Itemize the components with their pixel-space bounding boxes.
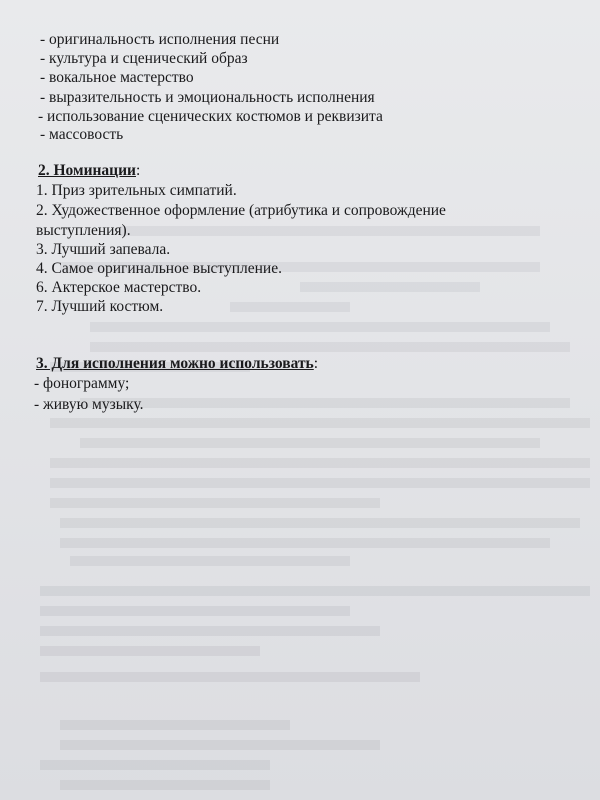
nomination-item: 1. Приз зрительных симпатий. [36,182,237,199]
nomination-item: 2. Художественное оформление (атрибутика и сопровождение [36,202,446,219]
usage-item: - фонограмму; [34,375,130,392]
criteria-item: - вокальное мастерство [40,69,194,86]
nominations-heading-line [38,161,140,180]
nomination-item: 7. Лучший костюм. [36,298,164,315]
criteria-item: - выразительность и эмоциональность исполнения [40,89,375,106]
nomination-item: 3. Лучший запевала. [36,241,171,258]
criteria-item: - культура и сценический образ [40,50,248,67]
usage-item: - живую музыку. [34,396,144,413]
heading-colon: : [135,162,141,179]
nominations-heading: 2. Номинации [38,162,136,179]
nomination-item: 4. Самое оригинальное выступление. [36,260,282,277]
criteria-item: - оригинальность исполнения песни [40,31,280,48]
nomination-item: выступления). [36,222,131,239]
usage-heading: 3. Для исполнения можно использовать [36,355,314,372]
usage-heading-line [36,354,318,373]
criteria-item: - использование сценических костюмов и реквизита [38,108,383,125]
heading-colon: : [313,355,319,372]
nomination-item: 6. Актерское мастерство. [36,279,202,296]
criteria-item: - массовость [40,126,124,143]
